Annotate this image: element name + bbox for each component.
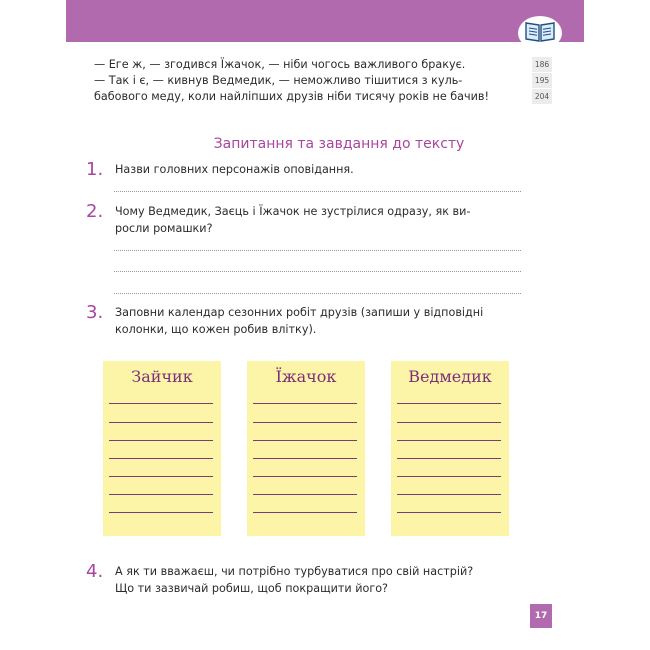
- question-number-2: 2.: [86, 201, 104, 222]
- book-badge: [518, 16, 562, 50]
- write-line[interactable]: [253, 476, 357, 477]
- top-band: [66, 0, 584, 42]
- intro-line-3: бабового меду, коли найліпших друзів ніби тисячу років не бачив!: [94, 90, 489, 103]
- question-text-2-line-1: Чому Ведмедик, Заєць і Їжачок не зустрілися одразу, як ви-: [115, 205, 471, 218]
- write-line[interactable]: [253, 494, 357, 495]
- write-line[interactable]: [253, 458, 357, 459]
- section-title: Запитання та завдання до тексту: [213, 136, 465, 152]
- write-line[interactable]: [109, 458, 213, 459]
- write-line[interactable]: [397, 494, 501, 495]
- calendar-card-yizhachok: [247, 361, 365, 536]
- write-line[interactable]: [397, 512, 501, 513]
- question-text-4-line-1: А як ти вважаєш, чи потрібно турбуватися про свій настрій?: [115, 565, 474, 578]
- write-line[interactable]: [253, 403, 357, 404]
- question-number-4: 4.: [86, 561, 104, 582]
- question-text-3-line-1: Заповни календар сезонних робіт друзів (запиши у відповідні: [115, 306, 484, 319]
- card-title: Зайчик: [131, 367, 193, 386]
- question-text-4-line-2: Що ти зазвичай робиш, щоб покращити його?: [115, 582, 388, 595]
- open-book-icon: [524, 19, 556, 47]
- write-line[interactable]: [109, 403, 213, 404]
- answer-line[interactable]: [114, 250, 521, 251]
- question-number-3: 3.: [86, 302, 104, 323]
- write-line[interactable]: [397, 422, 501, 423]
- write-line[interactable]: [109, 512, 213, 513]
- line-number-3: 204: [532, 89, 552, 104]
- write-line[interactable]: [109, 440, 213, 441]
- question-text-3-line-2: колонки, що кожен робив влітку).: [115, 323, 317, 336]
- card-title: Їжачок: [275, 367, 337, 386]
- line-number-1: 186: [532, 57, 552, 72]
- intro-line-2: — Так і є, — кивнув Ведмедик, — неможливо тішитися з куль-: [94, 74, 463, 87]
- answer-line[interactable]: [114, 293, 521, 294]
- write-line[interactable]: [397, 403, 501, 404]
- line-number-2: 195: [532, 73, 552, 88]
- answer-line[interactable]: [114, 191, 521, 192]
- page-number: 17: [530, 604, 552, 628]
- card-title: Ведмедик: [408, 367, 492, 386]
- intro-line-1: — Еге ж, — згодився Їжачок, — ніби чогось важливого бракує.: [94, 58, 466, 71]
- write-line[interactable]: [253, 440, 357, 441]
- write-line[interactable]: [397, 458, 501, 459]
- write-line[interactable]: [397, 476, 501, 477]
- write-line[interactable]: [397, 440, 501, 441]
- question-text-2-line-2: росли ромашки?: [115, 222, 213, 235]
- write-line[interactable]: [109, 476, 213, 477]
- calendar-card-zaichyk: [103, 361, 221, 536]
- write-line[interactable]: [109, 422, 213, 423]
- question-number-1: 1.: [86, 159, 104, 180]
- question-text-1: Назви головних персонажів оповідання.: [115, 163, 354, 176]
- answer-line[interactable]: [114, 271, 521, 272]
- write-line[interactable]: [109, 494, 213, 495]
- write-line[interactable]: [253, 512, 357, 513]
- calendar-card-vedmedyk: [391, 361, 509, 536]
- write-line[interactable]: [253, 422, 357, 423]
